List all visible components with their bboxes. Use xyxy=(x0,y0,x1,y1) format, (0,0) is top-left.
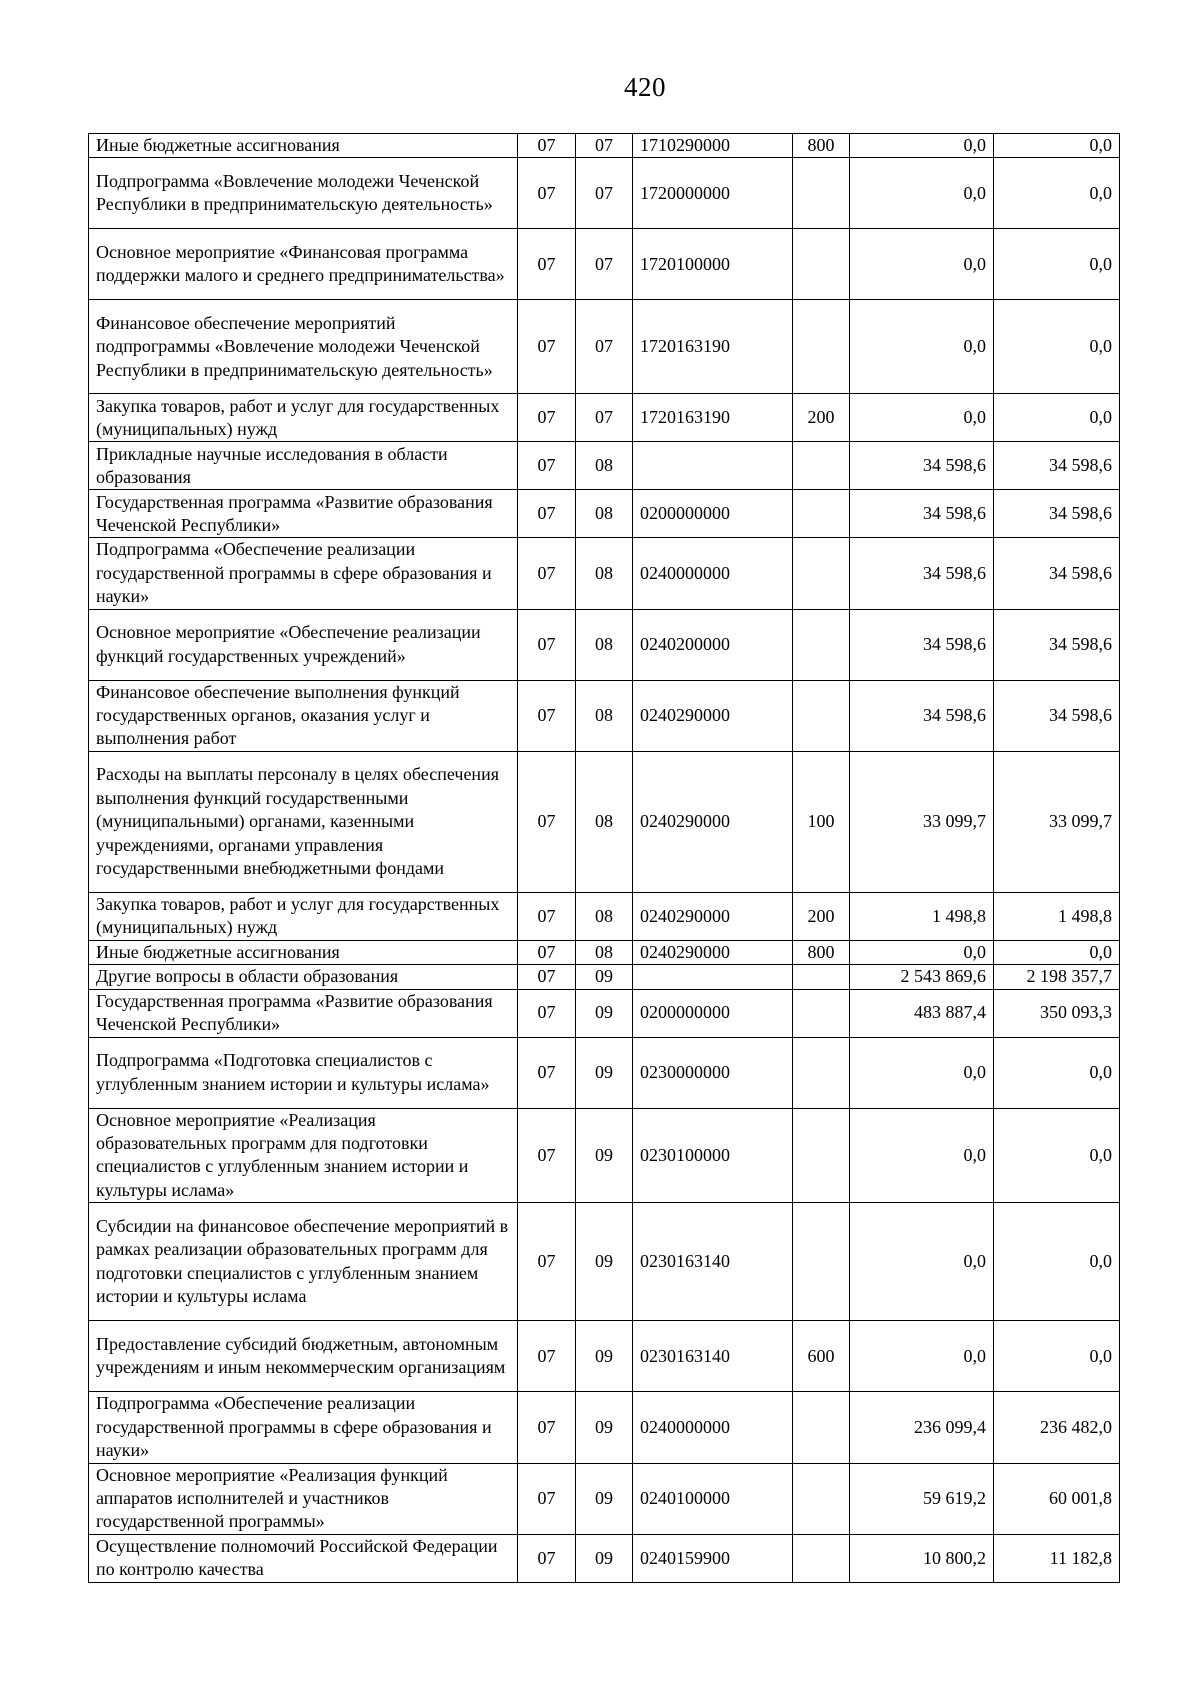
table-row xyxy=(89,1108,1120,1203)
row-amount-year2: 60 001,8 xyxy=(994,1463,1120,1534)
row-amount-year1: 34 598,6 xyxy=(850,609,994,680)
row-target-article: 0240000000 xyxy=(633,1392,793,1463)
row-section: 07 xyxy=(518,229,576,300)
row-section: 07 xyxy=(518,538,576,609)
row-expense-type: 200 xyxy=(793,394,850,442)
table-row xyxy=(89,892,1120,940)
row-name: Финансовое обеспечение выполнения функций государственных органов, оказания услуг и выполнения работ xyxy=(89,680,518,751)
row-amount-year2: 0,0 xyxy=(994,1203,1120,1321)
row-section: 07 xyxy=(518,680,576,751)
table-row xyxy=(89,394,1120,442)
row-section: 07 xyxy=(518,609,576,680)
page-number: 420 xyxy=(624,72,666,102)
row-amount-year1: 59 619,2 xyxy=(850,1463,994,1534)
row-amount-year2: 34 598,6 xyxy=(994,490,1120,538)
row-amount-year2: 350 093,3 xyxy=(994,989,1120,1037)
row-amount-year1: 33 099,7 xyxy=(850,751,994,892)
row-amount-year1: 10 800,2 xyxy=(850,1534,994,1582)
row-section: 07 xyxy=(518,490,576,538)
row-amount-year1: 34 598,6 xyxy=(850,680,994,751)
row-target-article: 0230100000 xyxy=(633,1108,793,1203)
row-subsection: 07 xyxy=(576,300,633,394)
row-amount-year1: 0,0 xyxy=(850,1108,994,1203)
row-name: Другие вопросы в области образования xyxy=(89,965,518,989)
row-target-article: 0240290000 xyxy=(633,751,793,892)
row-name: Основное мероприятие «Реализация образовательных программ для подготовки специалистов с углубленным знанием истории и культуры ислама» xyxy=(89,1108,518,1203)
row-amount-year1: 34 598,6 xyxy=(850,442,994,490)
row-name: Субсидии на финансовое обеспечение мероприятий в рамках реализации образовательных программ для подготовки специалистов с углубленным знанием истории и культуры ислама xyxy=(89,1203,518,1321)
row-amount-year2: 34 598,6 xyxy=(994,538,1120,609)
row-amount-year1: 0,0 xyxy=(850,940,994,964)
row-expense-type xyxy=(793,1534,850,1582)
row-expense-type xyxy=(793,1463,850,1534)
row-expense-type xyxy=(793,538,850,609)
row-name: Иные бюджетные ассигнования xyxy=(89,940,518,964)
row-target-article: 0230163140 xyxy=(633,1203,793,1321)
row-name: Подпрограмма «Подготовка специалистов с углубленным знанием истории и культуры ислама» xyxy=(89,1037,518,1108)
row-section: 07 xyxy=(518,965,576,989)
row-subsection: 09 xyxy=(576,965,633,989)
row-target-article: 0240290000 xyxy=(633,892,793,940)
row-expense-type xyxy=(793,229,850,300)
row-subsection: 09 xyxy=(576,1203,633,1321)
row-target-article: 0240290000 xyxy=(633,680,793,751)
row-expense-type xyxy=(793,1203,850,1321)
row-name: Подпрограмма «Обеспечение реализации государственной программы в сфере образования и науки» xyxy=(89,538,518,609)
table-row xyxy=(89,965,1120,989)
row-name: Закупка товаров, работ и услуг для государственных (муниципальных) нужд xyxy=(89,892,518,940)
row-target-article xyxy=(633,442,793,490)
row-expense-type: 800 xyxy=(793,134,850,158)
row-section: 07 xyxy=(518,394,576,442)
row-amount-year2: 33 099,7 xyxy=(994,751,1120,892)
row-section: 07 xyxy=(518,1037,576,1108)
row-section: 07 xyxy=(518,892,576,940)
row-subsection: 07 xyxy=(576,394,633,442)
table-row xyxy=(89,940,1120,964)
row-subsection: 08 xyxy=(576,680,633,751)
row-amount-year1: 1 498,8 xyxy=(850,892,994,940)
table-row xyxy=(89,490,1120,538)
row-amount-year2: 0,0 xyxy=(994,134,1120,158)
row-name: Основное мероприятие «Обеспечение реализации функций государственных учреждений» xyxy=(89,609,518,680)
row-target-article: 1710290000 xyxy=(633,134,793,158)
row-target-article: 1720163190 xyxy=(633,394,793,442)
row-section: 07 xyxy=(518,751,576,892)
row-subsection: 08 xyxy=(576,609,633,680)
row-section: 07 xyxy=(518,1463,576,1534)
row-subsection: 09 xyxy=(576,1321,633,1392)
row-expense-type xyxy=(793,158,850,229)
row-name: Прикладные научные исследования в области образования xyxy=(89,442,518,490)
row-expense-type xyxy=(793,989,850,1037)
row-target-article: 0240159900 xyxy=(633,1534,793,1582)
row-name: Предоставление субсидий бюджетным, автономным учреждениям и иным некоммерческим организациям xyxy=(89,1321,518,1392)
row-section: 07 xyxy=(518,1534,576,1582)
row-subsection: 08 xyxy=(576,751,633,892)
row-amount-year2: 0,0 xyxy=(994,394,1120,442)
table-row xyxy=(89,1203,1120,1321)
row-section: 07 xyxy=(518,158,576,229)
table-row xyxy=(89,158,1120,229)
row-section: 07 xyxy=(518,442,576,490)
row-name: Государственная программа «Развитие образования Чеченской Республики» xyxy=(89,989,518,1037)
row-subsection: 09 xyxy=(576,1392,633,1463)
row-name: Подпрограмма «Обеспечение реализации государственной программы в сфере образования и науки» xyxy=(89,1392,518,1463)
row-amount-year2: 236 482,0 xyxy=(994,1392,1120,1463)
row-subsection: 09 xyxy=(576,1534,633,1582)
row-target-article: 0240100000 xyxy=(633,1463,793,1534)
row-subsection: 09 xyxy=(576,989,633,1037)
row-amount-year2: 34 598,6 xyxy=(994,680,1120,751)
row-section: 07 xyxy=(518,1203,576,1321)
row-amount-year1: 0,0 xyxy=(850,1037,994,1108)
row-target-article: 0240000000 xyxy=(633,538,793,609)
row-expense-type xyxy=(793,1037,850,1108)
row-amount-year2: 2 198 357,7 xyxy=(994,965,1120,989)
row-subsection: 08 xyxy=(576,442,633,490)
row-amount-year1: 2 543 869,6 xyxy=(850,965,994,989)
row-amount-year1: 0,0 xyxy=(850,1321,994,1392)
row-target-article: 0230163140 xyxy=(633,1321,793,1392)
row-target-article xyxy=(633,965,793,989)
row-target-article: 0200000000 xyxy=(633,989,793,1037)
row-expense-type xyxy=(793,680,850,751)
row-section: 07 xyxy=(518,134,576,158)
row-expense-type: 600 xyxy=(793,1321,850,1392)
table-row xyxy=(89,134,1120,158)
row-name: Осуществление полномочий Российской Федерации по контролю качества xyxy=(89,1534,518,1582)
row-expense-type: 800 xyxy=(793,940,850,964)
row-amount-year2: 0,0 xyxy=(994,1321,1120,1392)
row-subsection: 08 xyxy=(576,538,633,609)
row-subsection: 08 xyxy=(576,892,633,940)
table-row xyxy=(89,1037,1120,1108)
row-target-article: 0200000000 xyxy=(633,490,793,538)
row-expense-type: 200 xyxy=(793,892,850,940)
table-row xyxy=(89,300,1120,394)
row-section: 07 xyxy=(518,1321,576,1392)
row-target-article: 0230000000 xyxy=(633,1037,793,1108)
table-row xyxy=(89,680,1120,751)
row-name: Основное мероприятие «Финансовая программа поддержки малого и среднего предпринимательства» xyxy=(89,229,518,300)
row-subsection: 07 xyxy=(576,158,633,229)
row-section: 07 xyxy=(518,1108,576,1203)
row-amount-year1: 0,0 xyxy=(850,229,994,300)
row-section: 07 xyxy=(518,989,576,1037)
row-subsection: 08 xyxy=(576,490,633,538)
row-name: Государственная программа «Развитие образования Чеченской Республики» xyxy=(89,490,518,538)
row-target-article: 0240200000 xyxy=(633,609,793,680)
table-row xyxy=(89,989,1120,1037)
row-subsection: 09 xyxy=(576,1108,633,1203)
row-expense-type xyxy=(793,1392,850,1463)
row-amount-year1: 0,0 xyxy=(850,300,994,394)
row-name: Финансовое обеспечение мероприятий подпрограммы «Вовлечение молодежи Чеченской Республики в предпринимательскую деятельность» xyxy=(89,300,518,394)
row-amount-year2: 0,0 xyxy=(994,158,1120,229)
row-amount-year1: 0,0 xyxy=(850,394,994,442)
row-amount-year1: 0,0 xyxy=(850,158,994,229)
row-target-article: 1720100000 xyxy=(633,229,793,300)
row-amount-year2: 0,0 xyxy=(994,300,1120,394)
row-name: Основное мероприятие «Реализация функций аппаратов исполнителей и участников государственной программы» xyxy=(89,1463,518,1534)
row-amount-year2: 0,0 xyxy=(994,940,1120,964)
row-amount-year2: 1 498,8 xyxy=(994,892,1120,940)
row-subsection: 09 xyxy=(576,1463,633,1534)
row-target-article: 1720000000 xyxy=(633,158,793,229)
row-subsection: 07 xyxy=(576,229,633,300)
table-row xyxy=(89,1321,1120,1392)
table-row xyxy=(89,1463,1120,1534)
row-expense-type: 100 xyxy=(793,751,850,892)
row-subsection: 07 xyxy=(576,134,633,158)
row-amount-year2: 34 598,6 xyxy=(994,609,1120,680)
table-row xyxy=(89,751,1120,892)
row-amount-year1: 483 887,4 xyxy=(850,989,994,1037)
row-amount-year2: 11 182,8 xyxy=(994,1534,1120,1582)
row-amount-year1: 0,0 xyxy=(850,134,994,158)
row-subsection: 09 xyxy=(576,1037,633,1108)
row-amount-year2: 0,0 xyxy=(994,229,1120,300)
row-name: Иные бюджетные ассигнования xyxy=(89,134,518,158)
table-row xyxy=(89,538,1120,609)
row-amount-year1: 236 099,4 xyxy=(850,1392,994,1463)
row-expense-type xyxy=(793,609,850,680)
row-amount-year1: 0,0 xyxy=(850,1203,994,1321)
row-amount-year2: 34 598,6 xyxy=(994,442,1120,490)
row-target-article: 0240290000 xyxy=(633,940,793,964)
budget-table xyxy=(88,133,1120,1583)
row-name: Расходы на выплаты персоналу в целях обеспечения выполнения функций государственными (муниципальными) органами, казенными учреждениями, органами управления государственными внебюджетными фондами xyxy=(89,751,518,892)
row-expense-type xyxy=(793,1108,850,1203)
row-amount-year2: 0,0 xyxy=(994,1108,1120,1203)
row-amount-year1: 34 598,6 xyxy=(850,490,994,538)
table-row xyxy=(89,442,1120,490)
row-name: Закупка товаров, работ и услуг для государственных (муниципальных) нужд xyxy=(89,394,518,442)
table-row xyxy=(89,609,1120,680)
row-expense-type xyxy=(793,490,850,538)
row-expense-type xyxy=(793,965,850,989)
table-row xyxy=(89,229,1120,300)
row-section: 07 xyxy=(518,940,576,964)
row-amount-year1: 34 598,6 xyxy=(850,538,994,609)
row-section: 07 xyxy=(518,300,576,394)
row-amount-year2: 0,0 xyxy=(994,1037,1120,1108)
row-expense-type xyxy=(793,442,850,490)
row-target-article: 1720163190 xyxy=(633,300,793,394)
row-name: Подпрограмма «Вовлечение молодежи Чеченской Республики в предпринимательскую деятельность» xyxy=(89,158,518,229)
row-expense-type xyxy=(793,300,850,394)
row-subsection: 08 xyxy=(576,940,633,964)
table-row xyxy=(89,1534,1120,1582)
table-row xyxy=(89,1392,1120,1463)
row-section: 07 xyxy=(518,1392,576,1463)
